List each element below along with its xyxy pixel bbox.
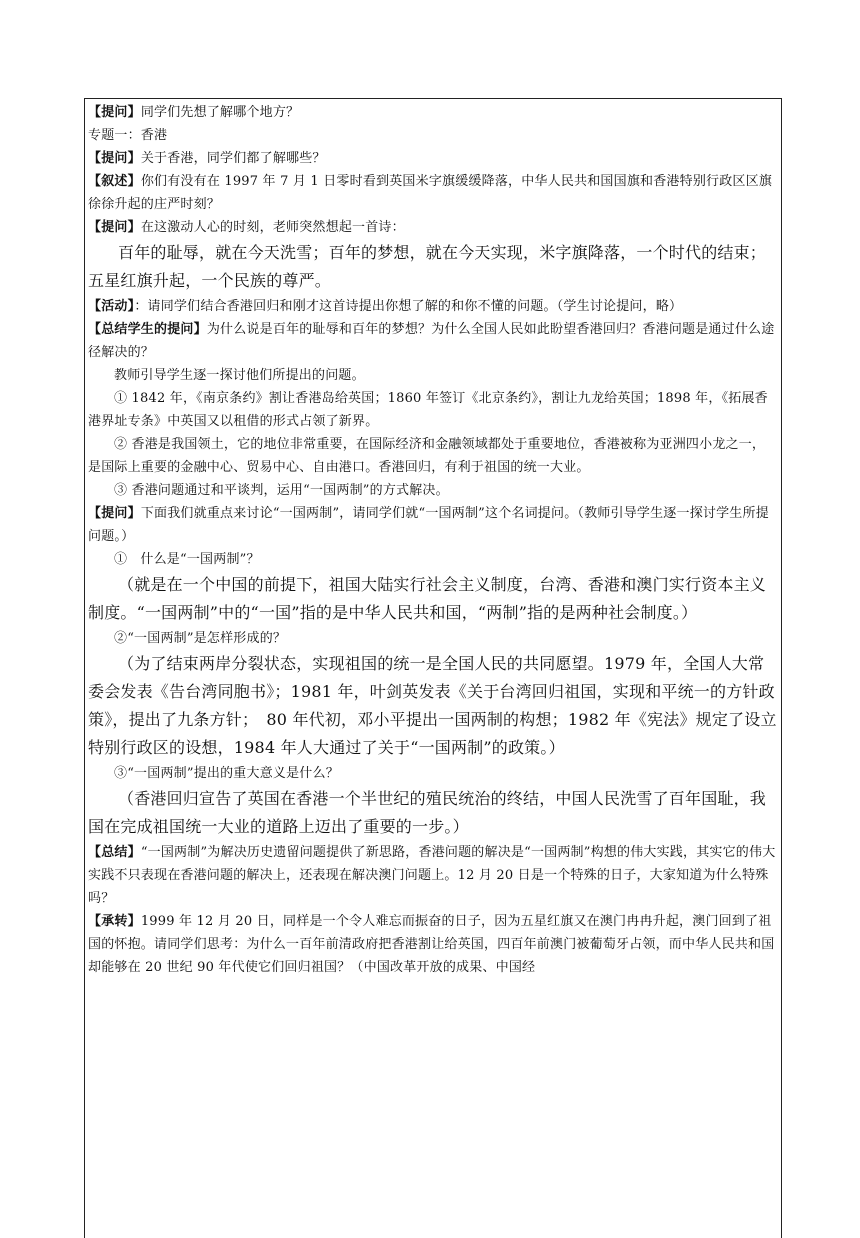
line-text: ②“一国两制”是怎样形成的？ xyxy=(114,631,287,646)
answer-item-2 xyxy=(88,433,778,479)
summary-questions xyxy=(88,318,778,364)
question-line xyxy=(88,502,778,548)
summary-line xyxy=(88,841,778,910)
teacher-guide xyxy=(88,364,778,387)
line-text: ① 1842 年，《南京条约》割让香港岛给英国；1860 年签订《北京条约》，割让九龙给英国；1898 年，《拓展香港界址专条》中英国又以租借的形式占领了新界。 xyxy=(88,391,768,429)
question-line xyxy=(88,216,778,239)
line-text: ③ 香港问题通过和平谈判，运用“一国两制”的方式解决。 xyxy=(114,483,449,498)
tag-label: 【叙述】 xyxy=(88,174,141,189)
line-text: 1999 年 12 月 20 日，同样是一个令人难忘而振奋的日子，因为五星红旗又在澳门冉冉升起，澳门回到了祖国的怀抱。请同学们思考：为什么一百年前清政府把香港割让给英国，四百年前澳门被葡萄牙占领，而中华人民共和国却能够在 20 世纪 90 年代使它们回归祖国？（中国改革开放的成果、中国经 xyxy=(88,914,775,975)
lesson-content xyxy=(88,101,778,979)
answer-item-3 xyxy=(88,479,778,502)
subanswer-1 xyxy=(88,571,778,627)
answer-item-1 xyxy=(88,387,778,433)
line-text: 在这激动人心的时刻，老师突然想起一首诗： xyxy=(140,220,405,235)
lesson-table-cell xyxy=(84,98,782,1238)
tag-label: 【总结学生的提问】 xyxy=(88,322,207,337)
line-text: 关于香港，同学们都了解哪些？ xyxy=(140,151,326,166)
tag-label: 【提问】 xyxy=(88,151,141,166)
subquestion-1 xyxy=(88,548,778,571)
line-text: （就是在一个中国的前提下，祖国大陆实行社会主义制度，台湾、香港和澳门实行资本主义制度。“一国两制”中的“一国”指的是中华人民共和国，“两制”指的是两种社会制度。） xyxy=(88,575,767,622)
tag-label: 【总结】 xyxy=(88,845,141,860)
line-text: （香港回归宣告了英国在香港一个半世纪的殖民统治的终结，中国人民洗雪了百年国耻，我国在完成祖国统一大业的道路上迈出了重要的一步。） xyxy=(88,789,767,836)
poem-text xyxy=(88,239,778,295)
line-text: 同学们先想了解哪个地方？ xyxy=(140,105,300,120)
line-text: 教师引导学生逐一探讨他们所提出的问题。 xyxy=(114,368,365,383)
subquestion-3 xyxy=(88,762,778,785)
line-text: 专题一：香港 xyxy=(88,128,168,143)
tag-label: 【提问】 xyxy=(88,105,141,120)
narration-line xyxy=(88,170,778,216)
question-line xyxy=(88,147,778,170)
line-text: ：请同学们结合香港回归和刚才这首诗提出你想了解的和你不懂的问题。（学生讨论提问，略） xyxy=(134,299,683,314)
activity-line xyxy=(88,295,778,318)
line-text: ② 香港是我国领土，它的地位非常重要，在国际经济和金融领域都处于重要地位，香港被称为亚洲四小龙之一，是国际上重要的金融中心、贸易中心、自由港口。香港回归，有利于祖国的统一大业。 xyxy=(88,437,766,475)
tag-label: 【活动】 xyxy=(88,299,135,314)
line-text: “一国两制”为解决历史遗留问题提供了新思路，香港问题的解决是“一国两制”构想的伟大实践，其实它的伟大实践不只表现在香港问题的解决上，还表现在解决澳门问题上。12 月 20 日是一个特殊的日子，大家知道为什么特殊吗？ xyxy=(88,845,776,906)
line-text: ① 什么是“一国两制”？ xyxy=(114,552,260,567)
transition-line xyxy=(88,910,778,979)
question-line xyxy=(88,101,778,124)
tag-label: 【承转】 xyxy=(88,914,141,929)
line-text: 百年的耻辱，就在今天洗雪；百年的梦想，就在今天实现，米字旗降落，一个时代的结束；五星红旗升起，一个民族的尊严。 xyxy=(88,243,767,290)
line-text: 你们有没有在 1997 年 7 月 1 日零时看到英国米字旗缓缓降落，中华人民共和国国旗和香港特别行政区区旗徐徐升起的庄严时刻？ xyxy=(88,174,773,212)
subanswer-2 xyxy=(88,650,778,762)
line-text: 为什么说是百年的耻辱和百年的梦想？为什么全国人民如此盼望香港回归？香港问题是通过什么途径解决的？ xyxy=(88,322,775,360)
line-text: （为了结束两岸分裂状态，实现祖国的统一是全国人民的共同愿望。1979 年，全国人大常委会发表《告台湾同胞书》；1981 年，叶剑英发表《关于台湾回归祖国，实现和平统一的方针政策》，提出了九条方针； 80 年代初，邓小平提出一国两制的构想；1982 年《宪法》规定了设立特别行政区的设想，1984 年人大通过了关于“一国两制”的政策。） xyxy=(88,654,777,757)
tag-label: 【提问】 xyxy=(88,220,141,235)
topic-heading xyxy=(88,124,778,147)
line-text: ③“一国两制”提出的重大意义是什么？ xyxy=(114,766,339,781)
line-text: 下面我们就重点来讨论“一国两制”，请同学们就“一国两制”这个名词提问。（教师引导学生逐一探讨学生所提问题。） xyxy=(88,506,769,544)
subanswer-3 xyxy=(88,785,778,841)
tag-label: 【提问】 xyxy=(88,506,141,521)
subquestion-2 xyxy=(88,627,778,650)
